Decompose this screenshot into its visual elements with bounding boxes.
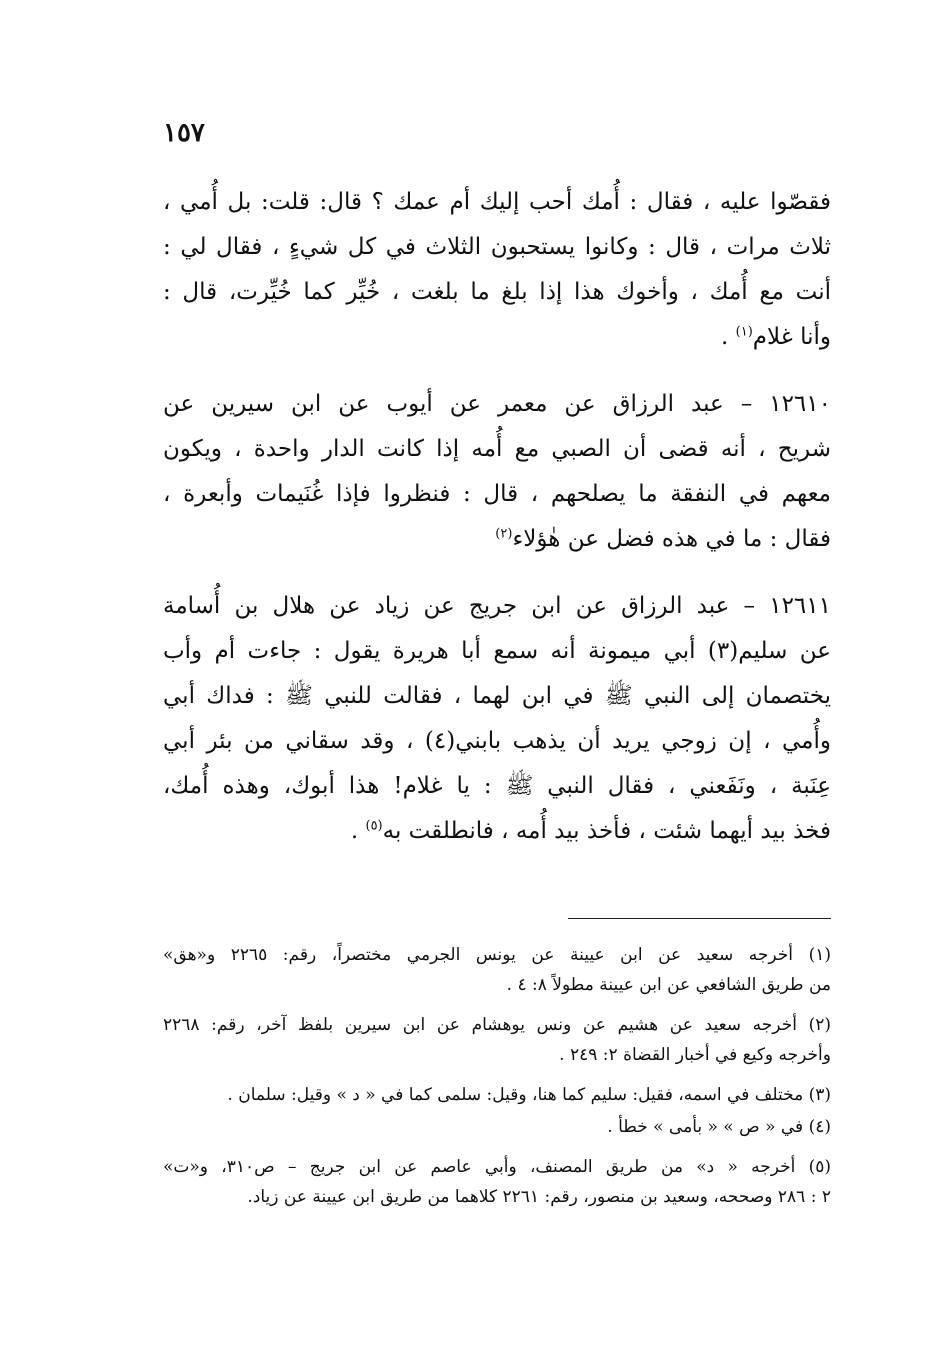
- text-line: [163, 517, 831, 562]
- paragraph: [163, 382, 831, 562]
- footnote: [163, 1152, 831, 1212]
- footnote-reference: (٥): [365, 818, 383, 834]
- footnote-line: من طريق الشافعي عن ابن عيينة مطولاً ٨: ٤ .: [506, 975, 831, 995]
- footnote-line: (٥) أخرجه « د» من طريق المصنف، وأبي عاصم عن ابن جريج – ص٣١٠، و«ت»: [163, 1157, 832, 1177]
- line-end: .: [721, 324, 736, 350]
- footnote: [163, 1080, 831, 1110]
- text-line: فقصّوا عليه ، فقال : أُمك أحب إليك أم عمك ؟ قال: قلت: بل أُمي ،: [163, 189, 831, 215]
- text-line: [163, 315, 831, 360]
- text-line: أنت مع أُمك ، وأخوك هذا إذا بلغ ما بلغت ، خُيِّر كما خُيِّرت، قال :: [163, 279, 831, 305]
- footnote-line: (٣) مختلف في اسمه، فقيل: سليم كما هنا، وقيل: سلمى كما في « د » وقيل: سلمان .: [227, 1085, 831, 1105]
- text-line: يختصمان إلى النبي ﷺ في ابن لهما ، فقالت للنبي ﷺ : فداك أبي: [163, 683, 831, 709]
- text-line: شريح ، أنه قضى أن الصبي مع أُمه إذا كانت الدار واحدة ، ويكون: [163, 436, 831, 462]
- footnote-line: وأخرجه وكيع في أخبار القضاة ٢: ٢٤٩ .: [559, 1045, 831, 1065]
- text-line: ١٢٦١٠ – عبد الرزاق عن معمر عن أيوب عن ابن سيرين عن: [163, 391, 831, 417]
- text-line: [163, 809, 831, 854]
- text-line: ثلاث مرات ، قال : وكانوا يستحبون الثلاث في كل شيءٍ ، فقال لي :: [163, 234, 831, 260]
- footnote-reference: (٢): [495, 526, 513, 542]
- main-text: [163, 180, 831, 876]
- text-line: وأُمي ، إن زوجي يريد أن يذهب بابني(٤) ، وقد سقاني من بئر أبي: [163, 728, 832, 754]
- footnote-divider: [568, 918, 831, 919]
- footnote-line: (١) أخرجه سعيد عن ابن عيينة عن يونس الجرمي مختصراً، رقم: ٢٢٦٥ و«هق»: [163, 945, 831, 965]
- line-text: وأنا غلام: [752, 324, 831, 350]
- text-line: ١٢٦١١ – عبد الرزاق عن ابن جريج عن زياد عن هلال بن أُسامة: [163, 593, 831, 619]
- text-line: عِنَبة ، ونَفَعني ، فقال النبي ﷺ : يا غلام! هذا أبوك، وهذه أُمك،: [163, 773, 831, 799]
- footnotes: [163, 940, 831, 1222]
- footnote: [163, 940, 831, 1000]
- footnote-line: ٢ : ٢٨٦ وصححه، وسعيد بن منصور، رقم: ٢٢٦١ كلاهما من طريق ابن عيينة عن زياد.: [247, 1187, 831, 1207]
- footnote-reference: (١): [735, 324, 753, 340]
- footnote-line: (٢) أخرجه سعيد عن هشيم عن ونس يوهشام عن ابن سيرين بلفظ آخر، رقم: ٢٢٦٨: [163, 1015, 831, 1035]
- line-text: فخذ بيد أيهما شئت ، فأخذ بيد أُمه ، فانطلقت به: [382, 818, 831, 844]
- paragraph: [163, 584, 831, 854]
- footnote: [163, 1112, 831, 1142]
- text-line: معهم في النفقة ما يصلحهم ، قال : فنظروا فإذا غُنَيمات وأبعرة ،: [163, 481, 831, 507]
- footnote-line: (٤) في « ص » « بأمى » خطأ .: [607, 1117, 831, 1137]
- line-end: .: [350, 818, 366, 844]
- paragraph: [163, 180, 831, 360]
- footnote: [163, 1010, 831, 1070]
- line-text: فقال : ما في هذه فضل عن هٰؤلاء: [512, 526, 831, 552]
- page-number: ١٥٧: [163, 118, 205, 148]
- text-line: عن سليم(٣) أبي ميمونة أنه سمع أبا هريرة يقول : جاءت أم وأب: [163, 638, 831, 664]
